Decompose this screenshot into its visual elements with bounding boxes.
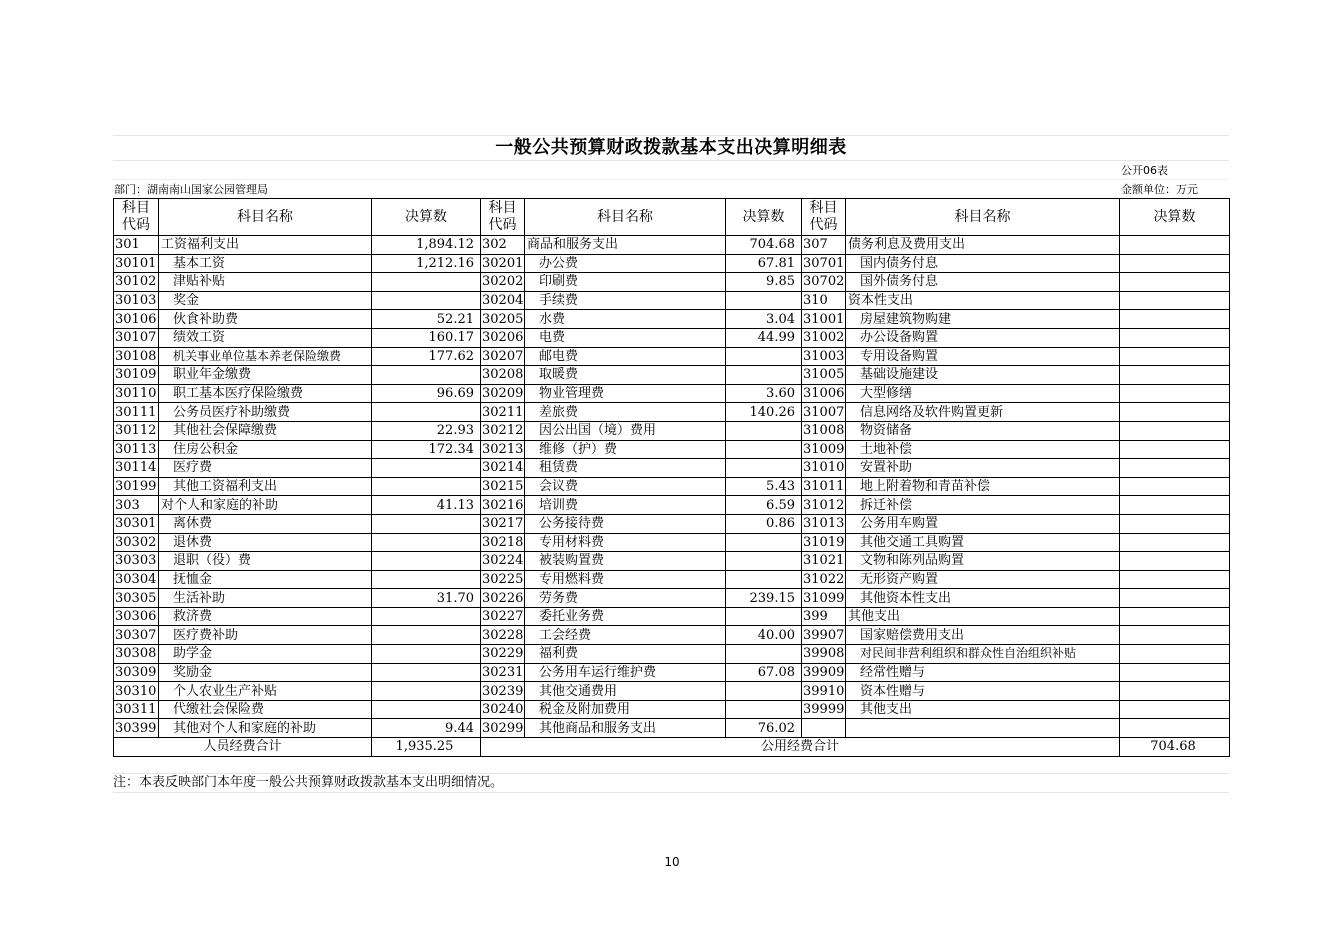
subject-name: 其他商品和服务支出 [525, 719, 726, 738]
subject-amount: 9.85 [726, 273, 802, 292]
table-row [114, 552, 1230, 571]
subject-amount [1120, 440, 1230, 459]
table-row [114, 440, 1230, 459]
subject-name: 无形资产购置 [846, 570, 1120, 589]
subject-code: 30299 [482, 720, 524, 736]
subject-code: 30303 [114, 552, 159, 571]
subject-code: 31013 [803, 516, 845, 532]
subject-amount: 172.34 [372, 440, 481, 459]
subject-name: 水费 [525, 310, 726, 329]
subject-code: 30240 [482, 702, 524, 718]
subject-name: 地上附着物和青苗补偿 [846, 477, 1120, 496]
subject-name: 印刷费 [525, 273, 726, 292]
subject-code: 30301 [114, 514, 159, 533]
subject-name: 津贴补贴 [159, 273, 372, 292]
subject-name: 培训费 [525, 496, 726, 515]
subject-amount [1120, 291, 1230, 310]
subject-amount [726, 552, 802, 571]
subject-amount [372, 403, 481, 422]
subject-code: 30109 [114, 366, 159, 385]
subject-name: 其他对个人和家庭的补助 [159, 719, 372, 738]
subject-code: 30309 [114, 663, 159, 682]
subject-name: 劳务费 [525, 589, 726, 608]
subject-amount [1120, 347, 1230, 366]
budget-sheet [113, 135, 1229, 793]
footnote: 注：本表反映部门本年度一般公共预算财政拨款基本支出明细情况。 [113, 774, 1229, 793]
subject-name: 绩效工资 [159, 328, 372, 347]
subject-amount [372, 514, 481, 533]
table-row [114, 328, 1230, 347]
subject-name: 工资福利支出 [159, 236, 372, 255]
table-row [114, 291, 1230, 310]
subject-code: 30211 [482, 404, 524, 420]
subject-code: 30103 [114, 291, 159, 310]
subject-code: 30107 [114, 328, 159, 347]
subject-name: 国外债务付息 [846, 273, 1120, 292]
subject-code: 30310 [114, 682, 159, 701]
subject-code: 30207 [482, 348, 524, 364]
subject-code: 30218 [482, 534, 524, 550]
subject-name: 退职（役）费 [159, 552, 372, 571]
subject-code: 31011 [803, 479, 845, 495]
subject-amount [726, 645, 802, 664]
table-row [114, 645, 1230, 664]
subject-code: 30208 [482, 367, 524, 383]
subject-code: 31007 [803, 404, 845, 420]
subject-code: 30702 [803, 274, 845, 290]
subject-code: 30112 [114, 421, 159, 440]
header-amount-2: 决算数 [726, 199, 802, 236]
table-row [114, 347, 1230, 366]
subject-code: 30202 [482, 274, 524, 290]
personnel-total-amount: 1,935.25 [372, 738, 481, 757]
subject-code: 30217 [482, 516, 524, 532]
subject-code: 31021 [803, 553, 845, 569]
subject-code: 30199 [114, 477, 159, 496]
subject-name: 商品和服务支出 [525, 236, 726, 255]
subject-code: 30308 [114, 645, 159, 664]
subject-name: 经常性赠与 [846, 663, 1120, 682]
subject-code: 30201 [482, 255, 524, 271]
subject-amount [372, 533, 481, 552]
subject-code: 30399 [114, 719, 159, 738]
subject-amount [1120, 645, 1230, 664]
subject-code: 31009 [803, 441, 845, 457]
form-number: 公开06表 [1121, 164, 1168, 177]
subject-name: 手续费 [525, 291, 726, 310]
subject-name: 国家赔偿费用支出 [846, 626, 1120, 645]
subject-name: 基础设施建设 [846, 366, 1120, 385]
subject-amount: 239.15 [726, 589, 802, 608]
subject-code: 31022 [803, 571, 845, 587]
public-total-amount: 704.68 [1120, 738, 1230, 757]
subject-name: 其他交通费用 [525, 682, 726, 701]
subject-name: 办公设备购置 [846, 328, 1120, 347]
subject-amount: 3.60 [726, 384, 802, 403]
table-row [114, 700, 1230, 719]
subject-name: 伙食补助费 [159, 310, 372, 329]
subject-code: 30205 [482, 311, 524, 327]
subject-name: 房屋建筑物购建 [846, 310, 1120, 329]
table-row [114, 570, 1230, 589]
subject-code: 310 [802, 291, 846, 310]
subject-amount: 96.69 [372, 384, 481, 403]
subject-amount [372, 626, 481, 645]
expenditure-table [113, 198, 1230, 757]
subject-amount [1120, 682, 1230, 701]
subject-code: 31012 [803, 497, 845, 513]
subject-amount [1120, 236, 1230, 255]
subject-amount: 40.00 [726, 626, 802, 645]
subject-name: 其他工资福利支出 [159, 477, 372, 496]
subject-amount: 41.13 [372, 496, 481, 515]
subject-amount: 5.43 [726, 477, 802, 496]
table-row [114, 663, 1230, 682]
subject-name: 医疗费补助 [159, 626, 372, 645]
subject-amount [372, 700, 481, 719]
subject-code: 301 [114, 236, 159, 255]
table-row [114, 254, 1230, 273]
subject-name: 国内债务付息 [846, 254, 1120, 273]
subject-amount [372, 607, 481, 626]
subject-code: 30212 [482, 423, 524, 439]
table-row [114, 459, 1230, 478]
subject-code: 30106 [114, 310, 159, 329]
subject-amount: 1,212.16 [372, 254, 481, 273]
header-name-3: 科目名称 [846, 199, 1120, 236]
table-row [114, 719, 1230, 738]
subject-code: 399 [802, 607, 846, 626]
subject-code: 30701 [803, 255, 845, 271]
subject-code: 302 [481, 236, 525, 255]
subject-name: 办公费 [525, 254, 726, 273]
header-amount-1: 决算数 [372, 199, 481, 236]
subject-name: 公务用车购置 [846, 514, 1120, 533]
subject-name: 资本性赠与 [846, 682, 1120, 701]
subject-amount: 67.81 [726, 254, 802, 273]
subject-name: 奖励金 [159, 663, 372, 682]
subject-code: 30302 [114, 533, 159, 552]
subject-code: 31019 [803, 534, 845, 550]
subject-name: 差旅费 [525, 403, 726, 422]
subject-amount: 0.86 [726, 514, 802, 533]
subject-name: 被装购置费 [525, 552, 726, 571]
subject-amount [1120, 366, 1230, 385]
subject-amount: 140.26 [726, 403, 802, 422]
subject-name: 公务用车运行维护费 [525, 663, 726, 682]
subject-amount [372, 682, 481, 701]
subject-name: 债务利息及费用支出 [846, 236, 1120, 255]
subject-name: 抚恤金 [159, 570, 372, 589]
subject-amount: 22.93 [372, 421, 481, 440]
table-row [114, 421, 1230, 440]
subject-code: 30227 [482, 609, 524, 625]
subject-code: 30228 [482, 627, 524, 643]
subject-amount: 177.62 [372, 347, 481, 366]
subject-code: 30215 [482, 479, 524, 495]
subject-amount [1120, 403, 1230, 422]
subject-amount [1120, 514, 1230, 533]
header-code-1: 科目代码 [114, 199, 159, 236]
subject-amount [372, 663, 481, 682]
subject-amount [1120, 626, 1230, 645]
subject-amount [1120, 328, 1230, 347]
subject-code: 30111 [114, 403, 159, 422]
subject-amount: 160.17 [372, 328, 481, 347]
subject-code: 30114 [114, 459, 159, 478]
header-code-3: 科目代码 [802, 199, 846, 236]
subject-code: 39908 [803, 646, 845, 662]
page-number: 10 [664, 855, 680, 869]
subject-name: 助学金 [159, 645, 372, 664]
subject-name: 医疗费 [159, 459, 372, 478]
subject-code: 30304 [114, 570, 159, 589]
subject-name: 其他支出 [846, 607, 1120, 626]
subject-amount [726, 570, 802, 589]
subject-code: 307 [802, 236, 846, 255]
subject-amount: 6.59 [726, 496, 802, 515]
subject-code: 31001 [803, 311, 845, 327]
subject-name: 职业年金缴费 [159, 366, 372, 385]
subject-amount [1120, 700, 1230, 719]
subject-code: 30206 [482, 330, 524, 346]
department-label: 部门：湖南南山国家公园管理局 [114, 183, 268, 196]
personnel-total-label: 人员经费合计 [114, 738, 372, 757]
subject-code: 39907 [803, 627, 845, 643]
table-row [114, 384, 1230, 403]
subject-name: 机关事业单位基本养老保险缴费 [159, 347, 372, 366]
subject-amount [372, 552, 481, 571]
subject-name: 税金及附加费用 [525, 700, 726, 719]
header-code-2: 科目代码 [481, 199, 525, 236]
subject-amount [372, 291, 481, 310]
totals-row [114, 738, 1230, 757]
subject-code: 30239 [482, 683, 524, 699]
subject-name: 代缴社会保险费 [159, 700, 372, 719]
unit-label: 金额单位：万元 [1121, 183, 1198, 196]
subject-amount [1120, 607, 1230, 626]
subject-name: 退休费 [159, 533, 372, 552]
subject-name: 职工基本医疗保险缴费 [159, 384, 372, 403]
table-row [114, 477, 1230, 496]
subject-amount [1120, 663, 1230, 682]
subject-amount [726, 700, 802, 719]
public-total-label: 公用经费合计 [481, 738, 1120, 757]
subject-name: 对个人和家庭的补助 [159, 496, 372, 515]
subject-amount: 44.99 [726, 328, 802, 347]
subject-amount [726, 607, 802, 626]
subject-amount [726, 421, 802, 440]
subject-code: 30306 [114, 607, 159, 626]
subject-name: 专用设备购置 [846, 347, 1120, 366]
subject-amount [1120, 477, 1230, 496]
subject-name: 个人农业生产补贴 [159, 682, 372, 701]
subject-code [802, 719, 846, 738]
header-name-1: 科目名称 [159, 199, 372, 236]
subject-name [846, 719, 1120, 738]
table-row [114, 514, 1230, 533]
subject-amount [372, 645, 481, 664]
subject-amount [1120, 552, 1230, 571]
subject-amount [726, 682, 802, 701]
subject-name: 专用燃料费 [525, 570, 726, 589]
subject-amount [1120, 459, 1230, 478]
table-row [114, 682, 1230, 701]
subject-amount [372, 477, 481, 496]
subject-name: 物资储备 [846, 421, 1120, 440]
subject-code: 30108 [114, 347, 159, 366]
table-row [114, 607, 1230, 626]
subject-amount [726, 459, 802, 478]
subject-code: 30101 [114, 254, 159, 273]
subject-name: 拆迁补偿 [846, 496, 1120, 515]
subject-name: 因公出国（境）费用 [525, 421, 726, 440]
subject-name: 土地补偿 [846, 440, 1120, 459]
subject-amount [1120, 589, 1230, 608]
subject-amount [1120, 273, 1230, 292]
table-row [114, 236, 1230, 255]
subject-code: 39910 [803, 683, 845, 699]
subject-code: 30209 [482, 386, 524, 402]
subject-code: 31005 [803, 367, 845, 383]
subject-name: 租赁费 [525, 459, 726, 478]
subject-code: 39999 [803, 702, 845, 718]
subject-name: 生活补助 [159, 589, 372, 608]
subject-name: 其他交通工具购置 [846, 533, 1120, 552]
subject-name: 电费 [525, 328, 726, 347]
subject-code: 31099 [803, 590, 845, 606]
subject-amount: 1,894.12 [372, 236, 481, 255]
subject-name: 公务员医疗补助缴费 [159, 403, 372, 422]
subject-name: 离休费 [159, 514, 372, 533]
subject-name: 公务接待费 [525, 514, 726, 533]
subject-code: 30213 [482, 441, 524, 457]
subject-code: 30224 [482, 553, 524, 569]
subject-name: 工会经费 [525, 626, 726, 645]
subject-name: 基本工资 [159, 254, 372, 273]
subject-code: 31010 [803, 460, 845, 476]
subject-code: 30305 [114, 589, 159, 608]
subject-name: 取暖费 [525, 366, 726, 385]
spacer-row [113, 757, 1229, 774]
subject-code: 39909 [803, 664, 845, 680]
subject-code: 30226 [482, 590, 524, 606]
subject-amount: 3.04 [726, 310, 802, 329]
subject-code: 30225 [482, 571, 524, 587]
subject-amount [726, 440, 802, 459]
subject-amount [726, 366, 802, 385]
subject-amount: 67.08 [726, 663, 802, 682]
subject-code: 30214 [482, 460, 524, 476]
table-row [114, 403, 1230, 422]
subject-amount [1120, 310, 1230, 329]
subject-amount: 52.21 [372, 310, 481, 329]
header-row [114, 199, 1230, 236]
subject-amount: 76.02 [726, 719, 802, 738]
form-number-row [113, 161, 1229, 180]
table-row [114, 310, 1230, 329]
subject-code: 31008 [803, 423, 845, 439]
subject-name: 委托业务费 [525, 607, 726, 626]
subject-amount [726, 347, 802, 366]
subject-code: 30204 [482, 293, 524, 309]
subject-amount: 704.68 [726, 236, 802, 255]
subject-amount [1120, 570, 1230, 589]
header-name-2: 科目名称 [525, 199, 726, 236]
subject-name: 安置补助 [846, 459, 1120, 478]
subject-amount [1120, 384, 1230, 403]
subject-code: 30231 [482, 664, 524, 680]
table-title: 一般公共预算财政拨款基本支出决算明细表 [113, 135, 1229, 161]
table-row [114, 533, 1230, 552]
subject-name: 其他支出 [846, 700, 1120, 719]
subject-name: 文物和陈列品购置 [846, 552, 1120, 571]
subject-amount [1120, 254, 1230, 273]
subject-code: 30113 [114, 440, 159, 459]
subject-amount [1120, 496, 1230, 515]
subject-code: 303 [114, 496, 159, 515]
table-row [114, 626, 1230, 645]
subject-amount [372, 273, 481, 292]
subject-code: 30110 [114, 384, 159, 403]
table-row [114, 273, 1230, 292]
subject-amount [372, 459, 481, 478]
subject-amount [372, 366, 481, 385]
table-row [114, 366, 1230, 385]
subject-name: 住房公积金 [159, 440, 372, 459]
subject-name: 物业管理费 [525, 384, 726, 403]
subject-amount [1120, 421, 1230, 440]
table-row [114, 496, 1230, 515]
subject-name: 大型修缮 [846, 384, 1120, 403]
subject-name: 资本性支出 [846, 291, 1120, 310]
department-row [113, 180, 1229, 198]
table-row [114, 589, 1230, 608]
subject-amount [1120, 533, 1230, 552]
subject-name: 维修（护）费 [525, 440, 726, 459]
subject-name: 对民间非营利组织和群众性自治组织补贴 [846, 645, 1120, 664]
subject-code: 30307 [114, 626, 159, 645]
subject-code: 31003 [803, 348, 845, 364]
subject-amount: 9.44 [372, 719, 481, 738]
header-amount-3: 决算数 [1120, 199, 1230, 236]
subject-code: 31006 [803, 386, 845, 402]
subject-code: 30102 [114, 273, 159, 292]
subject-amount [1120, 719, 1230, 738]
subject-name: 福利费 [525, 645, 726, 664]
subject-code: 30311 [114, 700, 159, 719]
subject-name: 其他资本性支出 [846, 589, 1120, 608]
subject-name: 奖金 [159, 291, 372, 310]
subject-amount [372, 570, 481, 589]
subject-code: 30216 [482, 497, 524, 513]
subject-name: 其他社会保障缴费 [159, 421, 372, 440]
subject-name: 信息网络及软件购置更新 [846, 403, 1120, 422]
subject-amount: 31.70 [372, 589, 481, 608]
subject-code: 31002 [803, 330, 845, 346]
subject-name: 专用材料费 [525, 533, 726, 552]
subject-amount [726, 291, 802, 310]
subject-amount [726, 533, 802, 552]
subject-name: 救济费 [159, 607, 372, 626]
subject-name: 邮电费 [525, 347, 726, 366]
subject-code: 30229 [482, 646, 524, 662]
subject-name: 会议费 [525, 477, 726, 496]
